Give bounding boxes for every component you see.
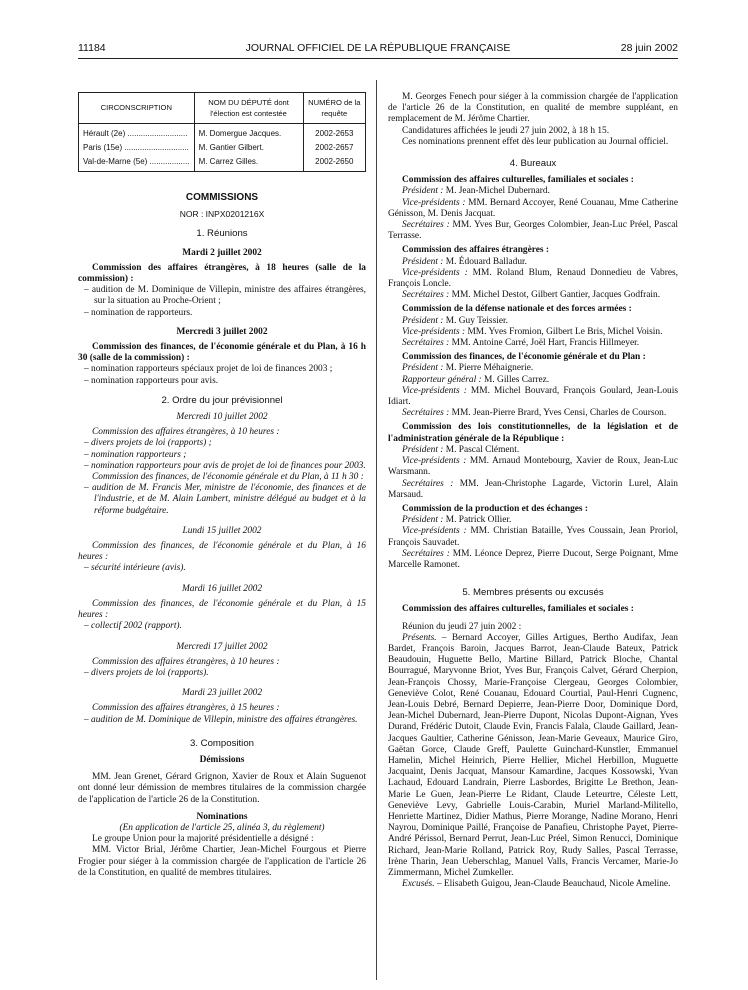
election-table [78, 92, 366, 172]
paragraph: Commission des finances, de l'économie générale et du Plan, à 11 h 30 : [92, 472, 364, 483]
commission-name: Commission des finances, de l'économie générale et du Plan : [402, 352, 646, 363]
role-members: MM. Michel Bouvard, François Goulard, Jean-Louis Idiart. [388, 385, 678, 408]
list-item: – divers projets de loi (rapports). [84, 667, 209, 678]
table-header-numero: NUMÉRO de la requête [303, 93, 365, 124]
role-members: MM. Yves Fromion, Gilbert Le Bris, Michel Voisin. [465, 326, 663, 337]
date-heading: Mardi 16 juillet 2002 [181, 583, 263, 594]
presents-list: – Bernard Accoyer, Gilles Artigues, Bertho Audifax, Jean Bardet, François Baroin, Jacques Barrot, Jean-Claude Bateux, Patrick Beaudouin, Huguette Bello, Martine Billard, Patrick Bloche, Chantal Bourragué, Maryvonne Briot, Yves Bur, François Calvet, Gérard Cherpion, Jean-François Chossy, Marie-Françoise Clergeau, Georges Colombier, Geneviève Colot, René Couanau, Edouard Courtial, Paul-Henri Cugnenc, Jean-Louis Debré, Bernard Depierre, Jean-Pierre Door, Dominique Dord, Jean-Michel Dubernard, Jean-Pierre Dupont, Nicolas Dupont-Aignan, Yves Durand, Frédéric Dutoit, Claude Evin, Francis Falala, Claude Gaillard, Jean-Jacques Gaultier, Catherine Génisson, Jean-Marie Geveaux, Maurice Giro, Gaëtan Gorce, Claude Greff, Paulette Guinchard-Kunstler, Emmanuel Hamelin, Michel Heinrich, Pierre Hellier, Michel Herbillon, Muguette Jacquaint, Denis Jacquat, Mansour Kamardine, Jacques Kossowski, Yvan Lachaud, Edouard Landrain, Pierre Lasbordes, Brigitte Le Brethon, Jean-Marie Le Guen, Jean-Pierre Le Ridant, Claude Leteurtre, Céleste Lett, Geneviève Levy, Gabrielle Louis-Carabin, Muriel Marland-Militello, Henriette Martinez, Didier Mathus, Pierre Morange, Nadine Morano, Henri Nayrou, Dominique Paillé, Françoise de Panafieu, Christophe Payet, Pierre-André Périssol, Bernard Perrut, Jean-Luc Préel, Simon Renucci, Dominique Richard, Jean-Marie Rolland, Patrick Roy, Rudy Salles, Pascal Terrasse, Irène Tharin, Jean Ueberschlag, Manuel Valls, Francis Vercamer, Marie-Jo Zimmermann, Michel Zumkeller. [388, 632, 678, 878]
table-cell: 2002-2657 [303, 141, 365, 155]
list-item: – nomination de rapporteurs. [84, 307, 193, 318]
commission-name: Commission des affaires culturelles, familiales et sociales : [402, 604, 634, 615]
commission-block [388, 304, 678, 349]
role-label: Président : [402, 444, 444, 455]
role-label: Vice-présidents : [402, 326, 466, 337]
role-members: MM. Antoine Carré, Joël Hart, Francis Hillmeyer. [449, 338, 640, 349]
commission-name: Commission de la défense nationale et des forces armées : [402, 304, 632, 315]
date-heading: Lundi 15 juillet 2002 [182, 525, 262, 536]
commission-block [388, 245, 678, 301]
journal-title: JOURNAL OFFICIEL DE LA RÉPUBLIQUE FRANÇAISE [245, 42, 511, 54]
role-label: Président : [402, 363, 444, 374]
role-label: Président : [402, 515, 444, 526]
header-rule [78, 58, 678, 59]
role-label: Secrétaires : [402, 408, 450, 419]
role-label: Vice-présidents : [402, 267, 468, 278]
paragraph: Le groupe Union pour la majorité présidentielle a désigné : [92, 834, 314, 845]
page-date: 28 juin 2002 [620, 42, 678, 54]
role-members: MM. Jean-Christophe Lagarde, Victorin Lurel, Alain Marsaud. [388, 478, 678, 500]
table-cell: M. Domergue Jacques. [194, 124, 303, 142]
table-cell: Hérault (2e) ........................... [79, 124, 195, 142]
role-members: MM. Roland Blum, Renaud Donnedieu de Vabres, François Loncle. [388, 267, 678, 290]
list-item: – nomination rapporteurs spéciaux projet de loi de finances 2003 ; [84, 364, 333, 375]
role-members: M. Guy Teissier. [443, 315, 508, 326]
section-title: COMMISSIONS [185, 192, 259, 203]
table-cell: M. Gantier Gilbert. [194, 141, 303, 155]
heading-ordre-du-jour: 2. Ordre du jour prévisionnel [161, 394, 283, 406]
table-cell: M. Carrez Gilles. [194, 155, 303, 172]
role-members: MM. Bernard Accoyer, René Couanau, Mme Catherine Génisson, M. Denis Jacquat. [388, 197, 678, 219]
heading-membres: 5. Membres présents ou excusés [462, 587, 604, 599]
paragraph: Commission des affaires étrangères, à 15 heures : [92, 703, 280, 714]
table-row [79, 141, 366, 155]
role-members: MM. Jean-Pierre Brard, Yves Censi, Charles de Courson. [449, 408, 667, 419]
table-header-nom: NOM DU DÉPUTÉ dont l'élection est contestée [194, 93, 303, 124]
paragraph: Commission des affaires étrangères, à 10 heures : [92, 656, 280, 667]
role-members: MM. Christian Bataille, Yves Coussain, Jean Proriol, François Sauvadet. [388, 526, 678, 548]
paragraph: Commission des finances, de l'économie générale et du Plan, à 16 heures : [78, 541, 366, 563]
list-item: – nomination rapporteurs pour avis. [84, 375, 219, 386]
column-divider [376, 80, 377, 980]
role-members: M. Patrick Ollier. [443, 515, 512, 526]
subheading-note: (En application de l'article 25, alinéa 3, du règlement) [119, 822, 325, 833]
role-members: M. Édouard Balladur. [443, 256, 527, 267]
role-members: MM. Yves Bur, Georges Colombier, Jean-Luc Préel, Pascal Terrasse. [388, 220, 679, 242]
table-header-circonscription: CIRCONSCRIPTION [79, 93, 195, 124]
role-members: M. Pierre Méhaignerie. [443, 363, 534, 374]
paragraph: MM. Victor Brial, Jérôme Chartier, Jean-Michel Fourgous et Pierre Frogier pour siéger à la commission chargée de l'application de l'article 26 de la Constitution, en qualité de membres titulaires. [78, 845, 366, 878]
role-label: Rapporteur général : [402, 374, 482, 385]
role-label: Secrétaires : [402, 548, 450, 559]
paragraph: MM. Jean Grenet, Gérard Grignon, Xavier de Roux et Alain Suguenot ont donné leur démission de membres titulaires de la commission chargée de l'application de l'article 26 de la Constitution. [78, 772, 366, 805]
role-members: M. Gilles Carrez. [481, 374, 550, 385]
date-heading: Mercredi 17 juillet 2002 [176, 641, 268, 652]
role-label: Secrétaires : [402, 338, 450, 349]
role-label: Vice-présidents : [402, 456, 467, 467]
role-label: Président : [402, 186, 444, 197]
role-members: M. Jean-Michel Dubernard. [443, 186, 550, 197]
table-row [79, 124, 366, 142]
commission-block [388, 352, 678, 419]
reunion-date: Réunion du jeudi 27 juin 2002 : [402, 621, 522, 632]
table-row [79, 155, 366, 172]
role-label: Vice-présidents : [402, 385, 467, 396]
role-label: Vice-présidents : [402, 197, 466, 208]
paragraph: Commission des affaires étrangères, à 10 heures : [92, 427, 280, 438]
role-label: Président : [402, 315, 444, 326]
paragraph: M. Georges Fenech pour siéger à la commission chargée de l'application de l'article 26 de la Constitution, en qualité de membre suppléant, en remplacement de M. Jérôme Chartier. [388, 92, 678, 125]
role-label: Président : [402, 256, 444, 267]
list-item: – sécurité intérieure (avis). [84, 563, 186, 574]
role-label: Secrétaires : [402, 290, 450, 301]
list-item: – nomination rapporteurs ; [84, 449, 187, 460]
subheading-demissions: Démissions [199, 754, 245, 765]
date-heading: Mardi 23 juillet 2002 [181, 688, 263, 699]
commission-block [388, 175, 678, 242]
commission-block [388, 422, 678, 500]
excuses-label: Excusés. [402, 879, 435, 890]
right-column [388, 92, 678, 890]
commission-block [388, 504, 678, 571]
nor-reference: NOR : INPX0201216X [179, 209, 265, 220]
paragraph: Commission des finances, de l'économie générale et du Plan, à 15 heures : [78, 598, 366, 621]
commission-name: Commission des affaires étrangères : [402, 245, 550, 256]
subheading-nominations: Nominations [196, 811, 248, 822]
table-cell: 2002-2653 [303, 124, 365, 142]
role-label: Vice-présidents : [402, 526, 467, 537]
list-item: – nomination rapporteurs pour avis de projet de loi de finances pour 2003. [84, 460, 366, 471]
left-column [78, 64, 366, 879]
date-heading: Mercredi 10 juillet 2002 [176, 412, 268, 423]
commission-name: Commission de la production et des échanges : [402, 503, 589, 514]
date-heading: Mardi 2 juillet 2002 [182, 247, 262, 258]
page-number: 11184 [78, 42, 106, 54]
role-members: MM. Arnaud Montebourg, Xavier de Roux, Jean-Luc Warsmann. [388, 456, 678, 478]
role-label: Secrétaires : [402, 478, 454, 489]
role-members: M. Pascal Clément. [443, 444, 520, 455]
table-cell: Val-de-Marne (5e) .................. [79, 155, 195, 172]
table-cell: Paris (15e) ............................. [79, 141, 195, 155]
paragraph: Commission des affaires étrangères, à 18 heures (salle de la commission) : [78, 262, 366, 285]
date-heading: Mercredi 3 juillet 2002 [176, 326, 268, 337]
commission-name: Commission des lois constitutionnelles, de la législation et de l'administration générale de la République : [388, 422, 678, 444]
role-members: MM. Léonce Deprez, Pierre Ducout, Serge Poignant, Mme Marcelle Ramonet. [388, 548, 678, 570]
list-item: – audition de M. Dominique de Villepin, ministre des affaires étrangères, sur la situation au Proche-Orient ; [84, 285, 366, 307]
paragraph: Candidatures affichées le jeudi 27 juin 2002, à 18 h 15. [402, 125, 610, 136]
heading-composition: 3. Composition [190, 737, 254, 749]
excuses-list: – Elisabeth Guigou, Jean-Claude Beauchaud, Nicole Ameline. [434, 879, 671, 890]
presents-label: Présents. [402, 632, 437, 643]
table-cell: 2002-2650 [303, 155, 365, 172]
page-header [78, 42, 678, 56]
paragraph: Ces nominations prennent effet dès leur publication au Journal officiel. [402, 136, 669, 147]
role-label: Secrétaires : [402, 220, 450, 231]
list-item: – collectif 2002 (rapport). [84, 621, 182, 632]
paragraph: Commission des finances, de l'économie générale et du Plan, à 16 h 30 (salle de la commission) : [78, 342, 366, 364]
heading-bureaux: 4. Bureaux [509, 158, 557, 170]
role-members: MM. Michel Destot, Gilbert Gantier, Jacques Godfrain. [449, 290, 661, 301]
list-item: – divers projets de loi (rapports) ; [84, 438, 212, 449]
list-item: – audition de M. Francis Mer, ministre de l'économie, des finances et de l'industrie, et de M. Alain Lambert, ministre délégué au budget et à la réforme budgétaire. [84, 483, 366, 516]
commission-name: Commission des affaires culturelles, familiales et sociales : [402, 175, 634, 186]
heading-reunions: 1. Réunions [196, 228, 248, 240]
list-item: – audition de M. Dominique de Villepin, ministre des affaires étrangères. [84, 714, 358, 725]
